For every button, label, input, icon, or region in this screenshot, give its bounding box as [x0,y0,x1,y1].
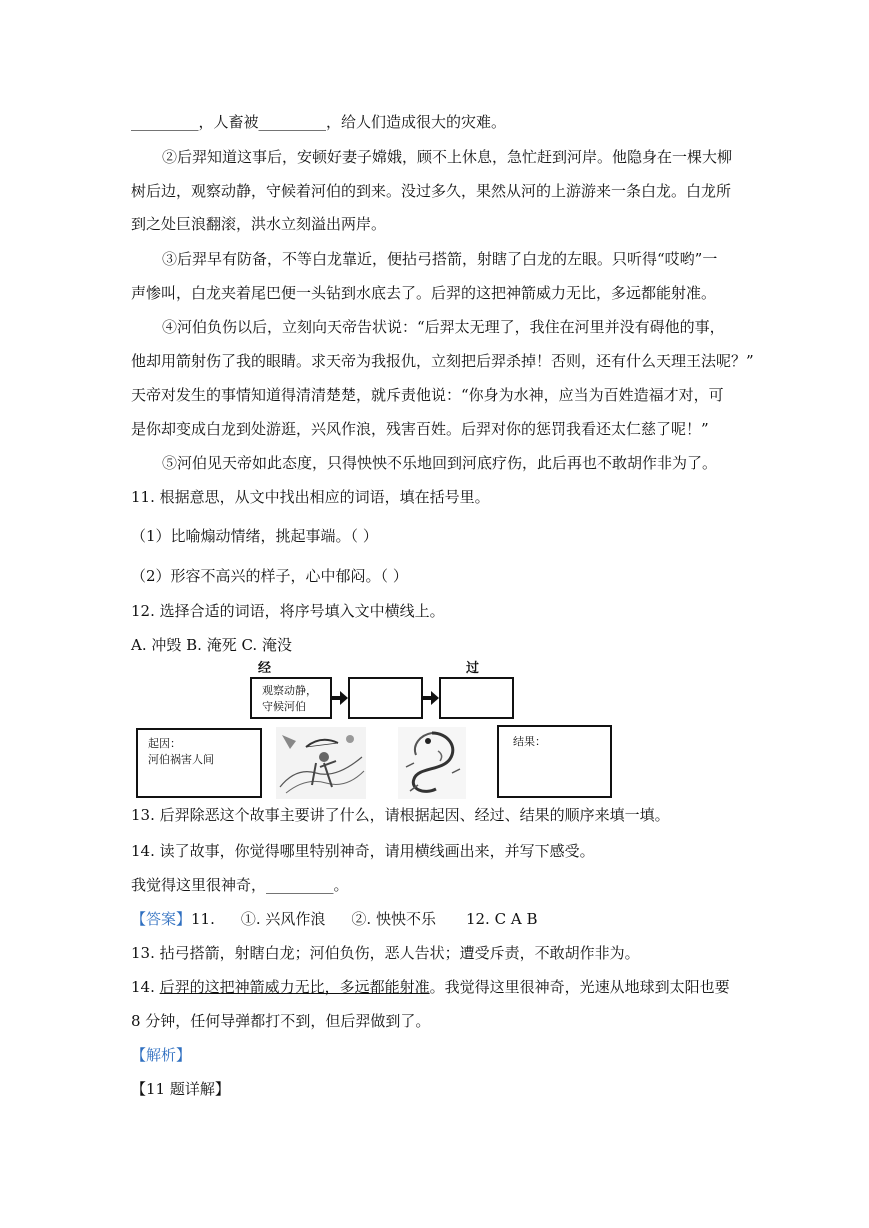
question-12: 12. 选择合适的词语，将序号填入文中横线上。 [131,602,445,620]
analysis-tag: 【解析】 [131,1046,192,1064]
process-box-1 [250,677,332,719]
cause-title: 起因： [148,737,181,750]
paragraph-2-line: 树后边，观察动静，守候着河伯的到来。没过多久，果然从河的上游游来一条白龙。白龙所 [131,182,732,200]
answer-14-num: 14. [131,978,160,996]
cause-text: 河伯祸害人间 [148,753,214,766]
question-11: 11. 根据意思，从文中找出相应的词语，填在括号里。 [131,488,490,506]
arrow-right-icon [423,689,439,707]
paragraph-3-line: ③后羿早有防备，不等白龙靠近，便拈弓搭箭，射瞎了白龙的左眼。只听得“哎哟”一 [162,250,718,268]
paragraph-5: ⑤河伯见天帝如此态度，只得怏怏不乐地回到河底疗伤，此后再也不敢胡作非为了。 [162,454,718,472]
archer-illustration-icon [276,727,366,799]
paragraph-2-line: 到之处巨浪翻滚，洪水立刻溢出两岸。 [131,215,387,233]
question-14-fill: 我觉得这里很神奇，_________。 [131,876,349,894]
answer-11-1: ①. 兴风作浪 [240,910,326,928]
paragraph-2-line: ②后羿知道这事后，安顿好妻子嫦娥，顾不上休息，急忙赶到河岸。他隐身在一棵大柳 [162,148,733,166]
arrow-right-icon [332,689,348,707]
story-line-top: _________，人畜被_________，给人们造成很大的灾难。 [131,113,507,131]
question-12-options: A. 冲毁 B. 淹死 C. 淹没 [131,636,292,654]
process-box-3 [439,677,514,719]
paragraph-4-line: 他却用箭射伤了我的眼睛。求天帝为我报仇，立刻把后羿杀掉！否则，还有什么天理王法呢？” [131,352,754,370]
answer-14-line [131,977,730,997]
process-box-2 [348,677,423,719]
question-14: 14. 读了故事，你觉得哪里特别神奇，请用横线画出来，并写下感受。 [131,842,595,860]
question-11-2: （2）形容不高兴的样子，心中郁闷。（ ） [131,567,408,585]
cause-box [136,728,262,798]
paragraph-4-line: ④河伯负伤以后，立刻向天帝告状说：“后羿太无理了，我住在河里并没有碍他的事， [162,318,725,336]
paragraph-4-line: 是你却变成白龙到处游逛，兴风作浪，残害百姓。后羿对你的惩罚我看还太仁慈了呢！” [131,420,709,438]
label-jing: 经 [258,661,272,676]
paragraph-3-line: 声惨叫，白龙夹着尾巴便一头钻到水底去了。后羿的这把神箭威力无比，多远都能射准。 [131,284,717,302]
answer-14-rest: 。我觉得这里很神奇，光速从地球到太阳也要 [429,978,730,996]
answer-11-prefix: 11. [191,910,215,928]
process-box-1-line1: 观察动静， [262,684,317,697]
result-title: 结果： [513,735,546,748]
answer-13: 13. 拈弓搭箭，射瞎白龙；河伯负伤，恶人告状；遭受斥责，不敢胡作非为。 [131,944,640,962]
question-13: 13. 后羿除恶这个故事主要讲了什么，请根据起因、经过、结果的顺序来填一填。 [131,806,670,824]
process-box-1-line2: 守候河伯 [262,700,306,713]
label-guo: 过 [466,661,480,676]
result-box [497,725,612,798]
answer-11-12-line [131,909,537,929]
dragon-illustration-icon [398,727,466,799]
answer-tag: 【答案】 [131,910,192,928]
answer-14-underlined: 后羿的这把神箭威力无比，多远都能射准 [159,978,430,996]
answer-14-line2: 8 分钟，任何导弹都打不到，但后羿做到了。 [131,1012,431,1030]
detail-tag: 【11 题详解】 [131,1080,230,1098]
answer-11-2: ②. 怏怏不乐 [351,910,436,928]
answer-12: 12. C A B [465,910,538,928]
paragraph-4-line: 天帝对发生的事情知道得清清楚楚，就斥责他说：“你身为水神，应当为百姓造福才对，可 [131,386,724,404]
question-11-1: （1）比喻煽动情绪，挑起事端。（ ） [131,527,378,545]
